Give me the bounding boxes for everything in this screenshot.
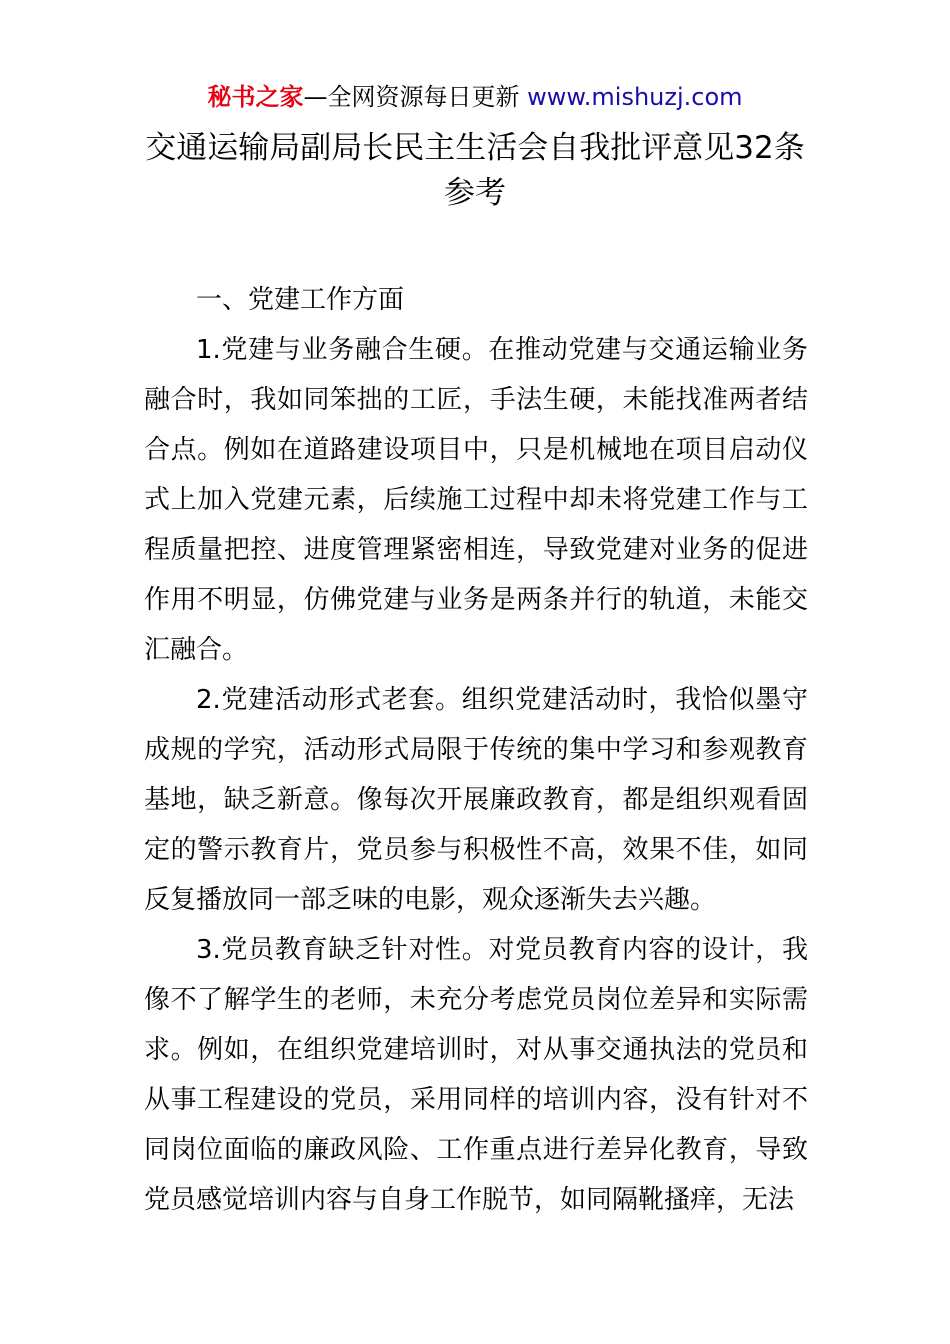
paragraph-1: 1.党建与业务融合生硬。在推动党建与交通运输业务融合时，我如同笨拙的工匠，手法生硬，未能找准两者结合点。例如在道路建设项目中，只是机械地在项目启动仪式上加入党建元素，后续施工过程中却未将党建工作与工程质量把控、进度管理紧密相连，导致党建对业务的促进作用不明显，仿佛党建与业务是两条并行的轨道，未能交汇融合。 bbox=[144, 335, 808, 665]
paragraph-2: 2.党建活动形式老套。组织党建活动时，我恰似墨守成规的学究，活动形式局限于传统的集中学习和参观教育基地，缺乏新意。像每次开展廉政教育，都是组织观看固定的警示教育片，党员参与积极性不高，效果不佳，如同反复播放同一部乏味的电影，观众逐渐失去兴趣。 bbox=[144, 685, 808, 915]
site-tagline: —全网资源每日更新 bbox=[303, 83, 528, 111]
document-body bbox=[144, 275, 808, 1225]
site-header bbox=[0, 80, 950, 114]
site-brand: 秘书之家 bbox=[207, 83, 304, 111]
site-url-link[interactable]: www.mishuzj.com bbox=[527, 83, 743, 111]
document-title: 交通运输局副局长民主生活会自我批评意见32条参考 bbox=[145, 130, 805, 211]
paragraph-3: 3.党员教育缺乏针对性。对党员教育内容的设计，我像不了解学生的老师，未充分考虑党员岗位差异和实际需求。例如，在组织党建培训时，对从事交通执法的党员和从事工程建设的党员，采用同样的培训内容，没有针对不同岗位面临的廉政风险、工作重点进行差异化教育，导致党员感觉培训内容与自身工作脱节，如同隔靴搔痒，无法 bbox=[144, 935, 808, 1215]
section-heading: 一、党建工作方面 bbox=[196, 285, 405, 315]
